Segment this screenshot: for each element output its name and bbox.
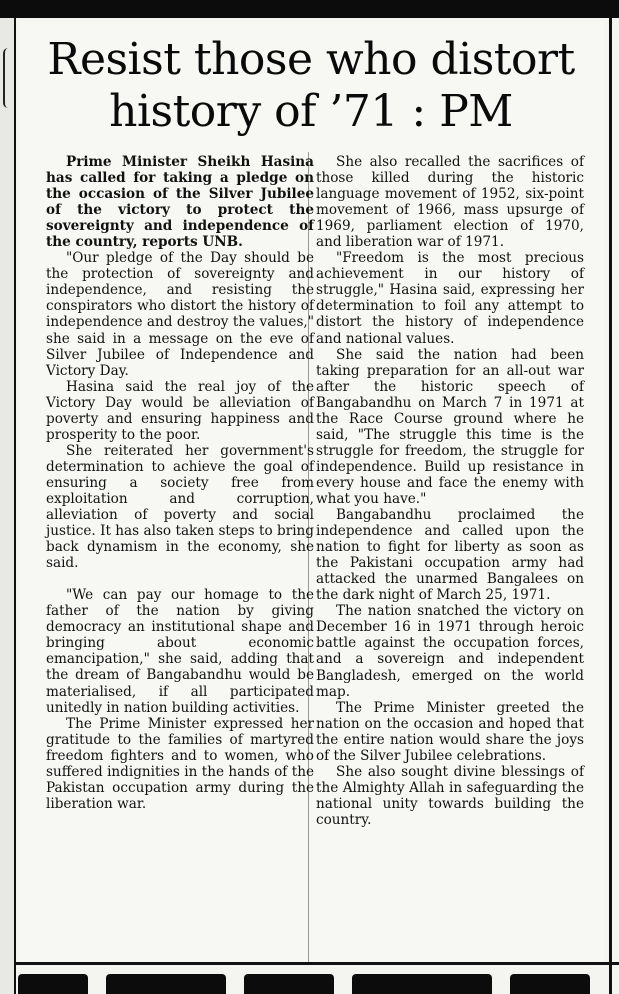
headline: Resist those who distort history of ’71 : PM [47,34,575,137]
article-paragraph: "Freedom is the most precious achievement in our history of struggle," Hasina said, expressing her determination to foil any attempt to distort the history of independence and national values. [316,250,584,347]
article-paragraph: "We can pay our homage to the father of the nation by giving democracy an institutional shape and bringing about economic emancipation," she said, adding that the dream of Bangabandhu would be materialised, if all participated unitedly in nation building activities. [46,587,314,716]
article-paragraph: She also sought divine blessings of the Almighty Allah in safeguarding the national unity towards building the country. [316,763,584,828]
top-border [0,0,619,18]
right-column-rule [609,18,612,994]
article-column-1 [46,154,314,812]
article-paragraph: She also recalled the sacrifices of those killed during the historic language movement of 1952, six-point movement of 1966, mass upsurge of 1969, parliament election of 1970, and liberation war of 1971. [316,154,584,251]
article-paragraph: The nation snatched the victory on December 16 in 1971 through heroic battle against the occupation forces, and a sovereign and independent Bangladesh, emerged on the world map. [316,603,584,700]
left-column-rule [0,18,16,994]
article-paragraph: "Our pledge of the Day should be the protection of sovereignty and independence, and resisting the conspirators who distort the history of independence and destroy the values," she said in a message on the eve of Silver Jubilee of Independence and Victory Day. [46,250,314,379]
article-column-2 [316,154,584,828]
article-paragraph: Prime Minister Sheikh Hasina has called for taking a pledge on the occasion of the Silver Jubilee of the victory to protect the sovereignty and independence of the country, reports UNB. [46,154,314,251]
article-paragraph: The Prime Minister greeted the nation on the occasion and hoped that the entire nation would share the joys of the Silver Jubilee celebrations. [316,699,584,764]
article-paragraph: She said the nation had been taking preparation for an all-out war after the historic speech of Bangabandhu on March 7 in 1971 at the Race Course ground where he said, "The struggle this time is the struggle for freedom, the struggle for independence. Build up resistance in every house and face the enemy with what you have." [316,346,584,507]
article-paragraph: She reiterated her government's determination to achieve the goal of ensuring a society free from exploitation and corruption, alleviation of poverty and social justice. It has also taken steps to bring back dynamism in the economy, she said. [46,442,314,572]
article-paragraph: Bangabandhu proclaimed the independence and called upon the nation to fight for liberty as soon as the Pakistani occupation army had attacked the unarmed Bangalees on the dark night of March 25, 1971. [316,507,584,604]
newspaper-article [18,22,604,962]
bottom-rule [14,962,619,965]
next-headline-fragment [18,968,608,994]
article-paragraph: Hasina said the real joy of the Victory Day would be alleviation of poverty and ensuring happiness and prosperity to the poor. [46,378,314,443]
article-paragraph: The Prime Minister expressed her gratitude to the families of martyred freedom fighters and to women, who suffered indignities in the hands of the Pakistan occupation army during the liberation war. [46,715,314,812]
